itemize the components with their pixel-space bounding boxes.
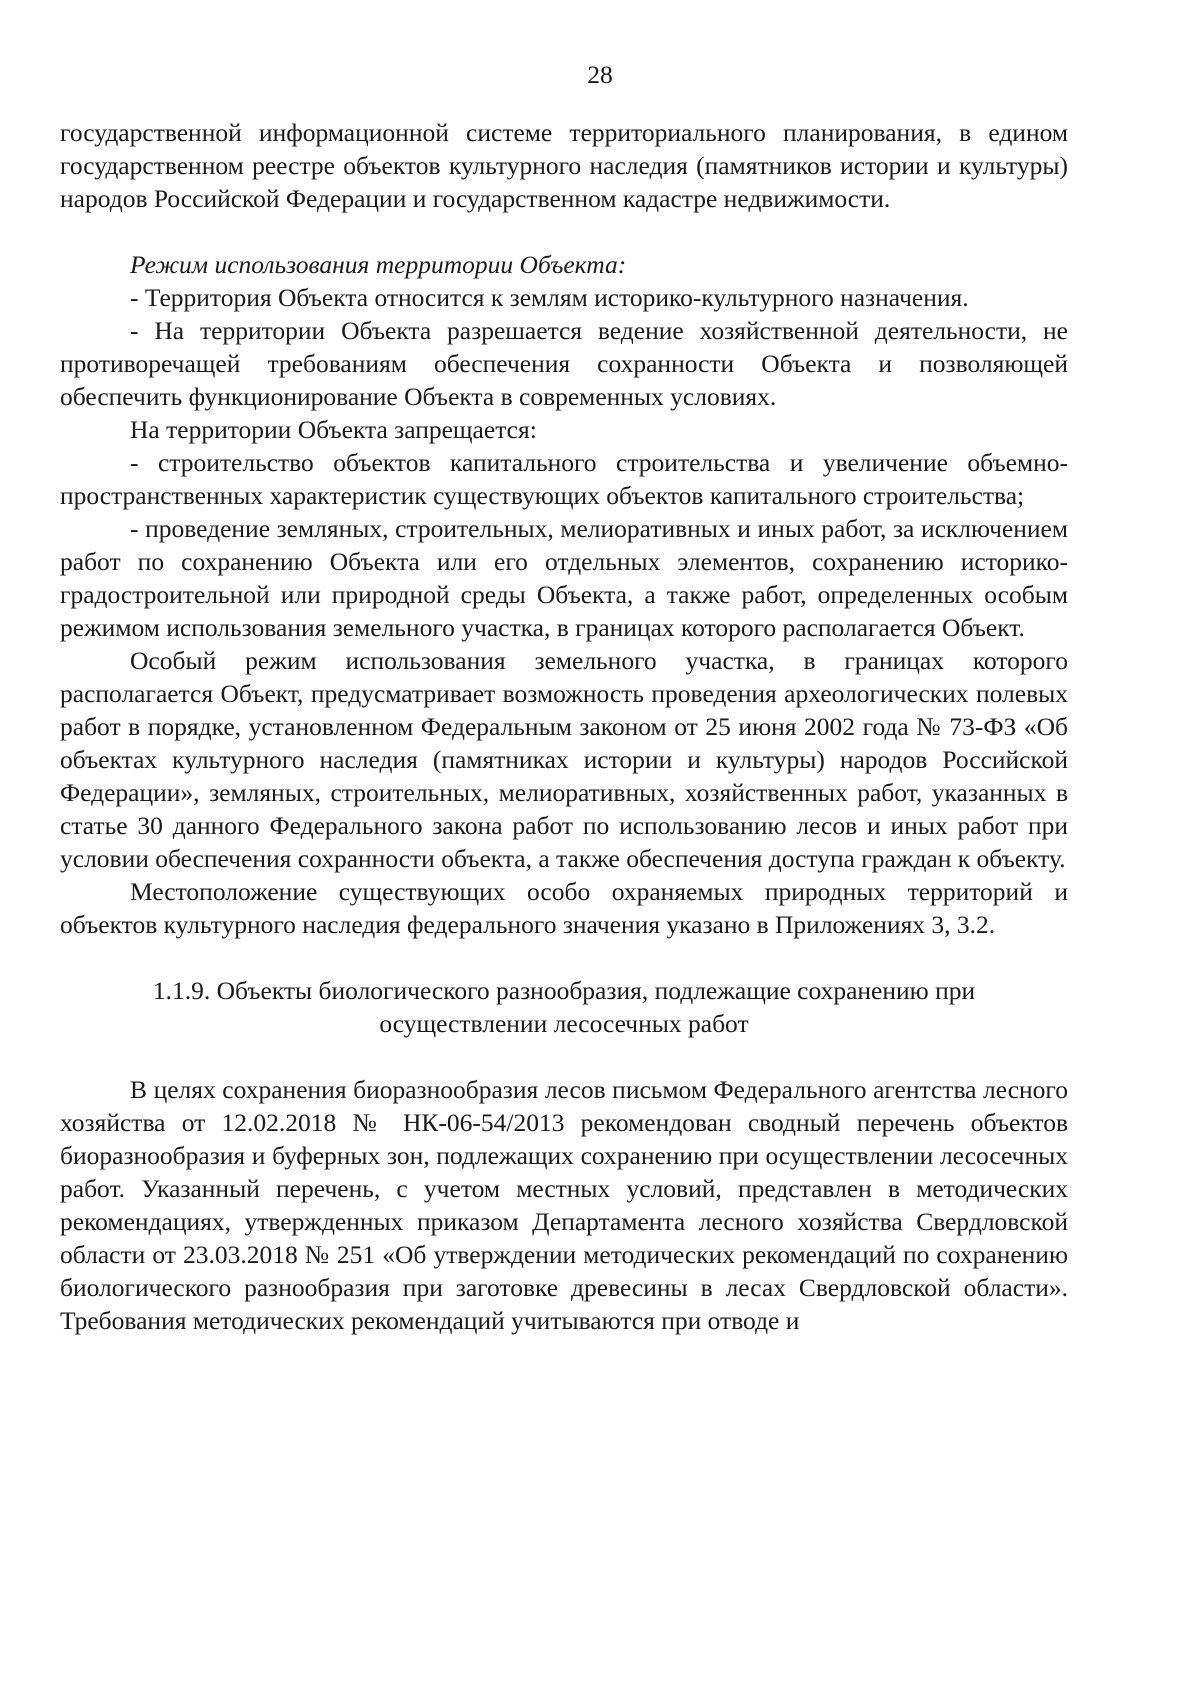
paragraph-land-category: - Территория Объекта относится к землям историко-культурного назначения. [130,283,969,312]
spacer [60,941,1068,974]
section-heading [60,974,1068,1040]
spacer [60,215,1068,248]
paragraph-special-regime: Особый режим использования земельного участка, в границах которого располагается Объект, предусматривает возможность проведения археологических полевых работ в порядке, установленном Федеральным законом от 25 июня 2002 года № 73-ФЗ «Об объектах культурного наследия (памятниках истории и культуры) народов Российской Федерации», земляных, строительных, мелиоративных, хозяйственных работ, указанных в статье 30 данного Федерального закона работ по использованию лесов и иных работ при условии обеспечения сохранности объекта, а также обеспечения доступа граждан к объекту. [60,646,1068,873]
paragraph-permitted-activity: - На территории Объекта разрешается ведение хозяйственной деятельности, не противоречащей требованиям обеспечения сохранности Объекта и позволяющей обеспечить функционирование Объекта в современных условиях. [60,316,1068,411]
paragraph-prohibited-construction: - строительство объектов капитального строительства и увеличение объемно-пространственных характеристик существующих объектов капитального строительства; [60,448,1068,510]
page-number: 28 [587,60,613,89]
spacer [60,1040,1068,1073]
paragraph-biodiversity: В целях сохранения биоразнообразия лесов письмом Федерального агентства лесного хозяйства от 12.02.2018 № НК-06-54/2013 рекомендован сводный перечень объектов биоразнообразия и буферных зон, подлежащих сохранению при осуществлении лесосечных работ. Указанный перечень, с учетом местных условий, представлен в методических рекомендациях, утвержденных приказом Департамента лесного хозяйства Свердловской области от 23.03.2018 № 251 «Об утверждении методических рекомендаций по сохранению биологического разнообразия при заготовке древесины в лесах Свердловской области». Требования методических рекомендаций учитываются при отводе и [60,1075,1068,1335]
section-heading-line: осуществлении лесосечных работ [379,1009,749,1038]
paragraph-continuation: государственной информационной системе территориального планирования, в едином государственном реестре объектов культурного наследия (памятников истории и культуры) народов Российской Федерации и государственном кадастре недвижимости. [60,118,1068,213]
section-heading-line: 1.1.9. Объекты биологического разнообразия, подлежащие сохранению при [152,976,976,1005]
document-body [60,116,1068,1337]
paragraph-location-reference: Местоположение существующих особо охраняемых природных территорий и объектов культурного наследия федерального значения указано в Приложениях 3, 3.2. [60,877,1068,939]
paragraph-prohibited-works: - проведение земляных, строительных, мелиоративных и иных работ, за исключением работ по сохранению Объекта или его отдельных элементов, сохранению историко-градостроительной или природной среды Объекта, а также работ, определенных особым режимом использования земельного участка, в границах которого располагается Объект. [60,514,1068,642]
regime-title: Режим использования территории Объекта: [130,250,627,279]
paragraph-prohibited-intro: На территории Объекта запрещается: [130,415,537,444]
